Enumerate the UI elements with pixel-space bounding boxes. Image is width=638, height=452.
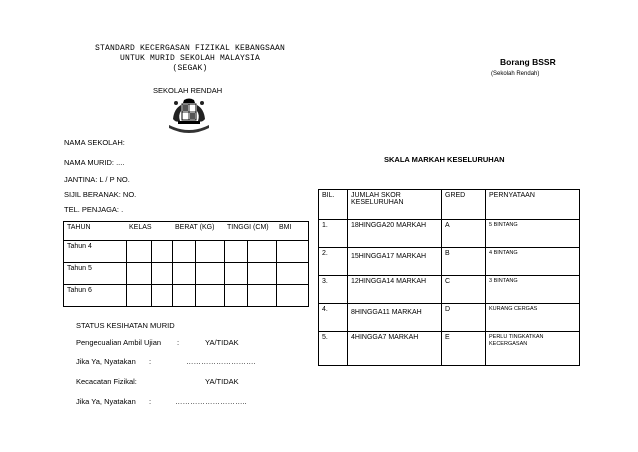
row-grade: A bbox=[442, 220, 486, 248]
title-line-3: (SEGAK) bbox=[172, 64, 208, 73]
table-row bbox=[319, 332, 580, 366]
exempt-label: Pengecualian Ambil Ujian bbox=[76, 338, 162, 347]
exempt-colon: : bbox=[177, 338, 180, 347]
reason1-input[interactable]: ………………………. bbox=[186, 357, 256, 366]
scale-header-grade: GRED bbox=[442, 190, 486, 220]
cell-bmi[interactable] bbox=[276, 285, 309, 307]
cell-height[interactable] bbox=[224, 285, 276, 307]
reason2-colon: : bbox=[149, 397, 152, 406]
title-line-1: STANDARD KECERGASAN FIZIKAL KEBANGSAAN bbox=[94, 44, 286, 53]
row-label-year5: Tahun 5 bbox=[64, 263, 127, 285]
cell-height[interactable] bbox=[224, 263, 276, 285]
reason1-colon: : bbox=[149, 357, 152, 366]
student-name-field[interactable]: NAMA MURID: .... bbox=[64, 158, 125, 167]
form-subtitle: (Sekolah Rendah) bbox=[491, 71, 540, 77]
row-label-year6: Tahun 6 bbox=[64, 285, 127, 307]
cell-weight[interactable] bbox=[172, 241, 224, 263]
row-grade: B bbox=[442, 248, 486, 276]
disability-label: Kecacatan Fizikal: bbox=[76, 377, 137, 386]
health-status-title: STATUS KESIHATAN MURID bbox=[76, 321, 175, 330]
row-score: 18HINGGA20 MARKAH bbox=[348, 220, 442, 248]
cell-weight[interactable] bbox=[172, 263, 224, 285]
col-header-bmi: BMI bbox=[276, 222, 309, 241]
reason2-input[interactable]: ……………………….. bbox=[175, 397, 247, 406]
row-label-year4: Tahun 4 bbox=[64, 241, 127, 263]
cell-height[interactable] bbox=[224, 241, 276, 263]
row-grade: C bbox=[442, 276, 486, 304]
cell-class[interactable] bbox=[126, 285, 172, 307]
row-statement: KURANG CERGAS bbox=[486, 304, 580, 332]
row-no: 4. bbox=[319, 304, 348, 332]
row-statement: 3 BINTANG bbox=[486, 276, 580, 304]
row-statement: 5 BINTANG bbox=[486, 220, 580, 248]
row-no: 3. bbox=[319, 276, 348, 304]
reason1-label: Jika Ya, Nyatakan bbox=[76, 357, 136, 366]
row-score: 4HINGGA7 MARKAH bbox=[348, 332, 442, 366]
scale-title: SKALA MARKAH KESELURUHAN bbox=[384, 155, 505, 164]
row-no: 1. bbox=[319, 220, 348, 248]
disability-choice[interactable]: YA/TIDAK bbox=[205, 377, 239, 386]
school-name-field[interactable]: NAMA SEKOLAH: bbox=[64, 138, 125, 147]
scale-header-score: JUMLAH SKOR KESELURUHAN bbox=[348, 190, 442, 220]
title-line-2: UNTUK MURID SEKOLAH MALAYSIA bbox=[119, 54, 261, 63]
row-statement: 4 BINTANG bbox=[486, 248, 580, 276]
reason2-label: Jika Ya, Nyatakan bbox=[76, 397, 136, 406]
row-statement: PERLU TINGKATKAN KECERGASAN bbox=[486, 332, 580, 366]
measurement-table bbox=[63, 221, 309, 307]
scale-table bbox=[318, 189, 580, 366]
row-grade: D bbox=[442, 304, 486, 332]
gender-field[interactable]: JANTINA: L / P NO. bbox=[64, 175, 130, 184]
birth-cert-field[interactable]: SIJIL BERANAK: NO. bbox=[64, 190, 137, 199]
row-score: 15HINGGA17 MARKAH bbox=[348, 248, 442, 276]
form-title bbox=[70, 44, 310, 74]
col-header-weight: BERAT (KG) bbox=[172, 222, 224, 241]
row-no: 2. bbox=[319, 248, 348, 276]
cell-bmi[interactable] bbox=[276, 263, 309, 285]
scale-header-no: BIL. bbox=[319, 190, 348, 220]
cell-class[interactable] bbox=[126, 263, 172, 285]
row-no: 5. bbox=[319, 332, 348, 366]
exempt-choice[interactable]: YA/TIDAK bbox=[205, 338, 239, 347]
cell-class[interactable] bbox=[126, 241, 172, 263]
col-header-year: TAHUN bbox=[64, 222, 127, 241]
table-row bbox=[319, 248, 580, 276]
row-score: 12HINGGA14 MARKAH bbox=[348, 276, 442, 304]
coat-of-arms-icon bbox=[164, 97, 214, 137]
school-level: SEKOLAH RENDAH bbox=[153, 86, 223, 95]
scale-header-statement: PERNYATAAN bbox=[486, 190, 580, 220]
col-header-class: KELAS bbox=[126, 222, 172, 241]
table-row bbox=[319, 276, 580, 304]
cell-bmi[interactable] bbox=[276, 241, 309, 263]
col-header-height: TINGGI (CM) bbox=[224, 222, 276, 241]
table-row bbox=[319, 304, 580, 332]
table-row bbox=[319, 220, 580, 248]
row-grade: E bbox=[442, 332, 486, 366]
form-name: Borang BSSR bbox=[500, 57, 556, 67]
guardian-phone-field[interactable]: TEL. PENJAGA: . bbox=[64, 205, 124, 214]
cell-weight[interactable] bbox=[172, 285, 224, 307]
row-score: 8HINGGA11 MARKAH bbox=[348, 304, 442, 332]
